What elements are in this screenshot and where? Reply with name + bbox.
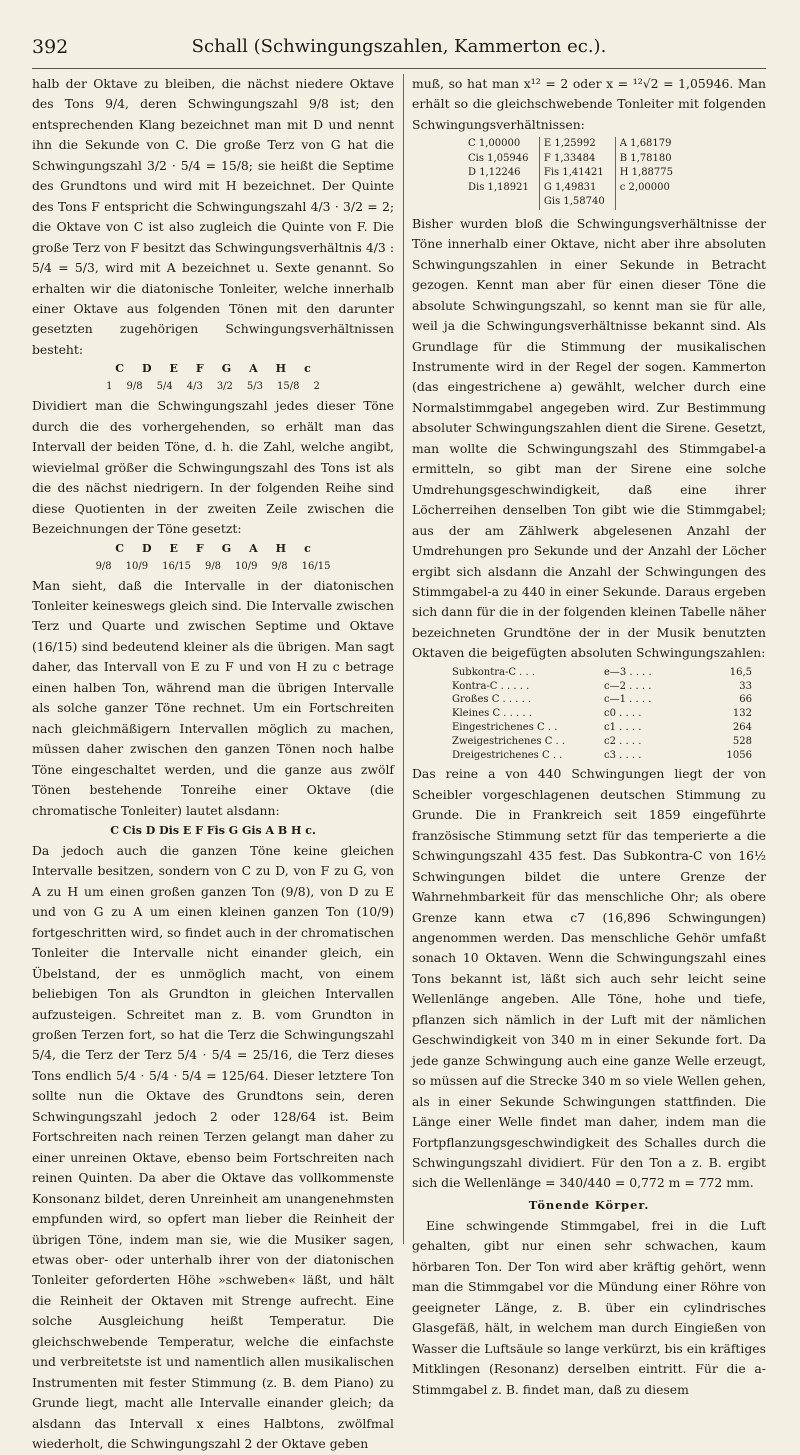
table-cell: H 1,88775 — [615, 166, 683, 181]
table-cell: E 1,25992 — [539, 137, 615, 152]
ratio: 10/9 — [125, 560, 149, 572]
header-rule — [32, 68, 766, 69]
column-divider — [403, 74, 404, 1244]
note: F — [195, 362, 204, 376]
paragraph: Man sieht, daß die Intervalle in der diatonischen Tonleiter keineswegs gleich sind. Die Intervalle zwischen Terz und Quarte und zwischen Septime und Oktave (16/15) sind bedeutend kleiner als die übrigen. Man sagt daher, das Intervall von E zu F und von H zu c betrage einen halben Ton, während man die übrigen Intervalle als solche ganzer Töne rechnet. Um ein Fortschreiten nach gleichmäßigern Intervallen möglich zu machen, müssen daher zwischen den ganzen Tönen noch halbe Töne eingeschaltet werden, und die ganze aus zwölf Tönen bestehende Tonreihe einer Oktave (die chromatische Tonleiter) lautet alsdann: — [32, 577, 394, 818]
page-number: 392 — [32, 36, 69, 58]
table-cell: Kontra-C . . . . . — [452, 680, 530, 692]
paragraph: Dividiert man die Schwingungszahl jedes dieser Töne durch die des vorhergehenden, so erhält man das Intervall der beiden Töne, d. h. die Zahl, welche angibt, wievielmal größer die Schwingungszahl des Tons ist als die des nächst niedrigern. In der folgenden Reihe sind diese Quotienten in der zweiten Zeile zwischen die Bezeichnungen der Töne gesetzt: — [32, 398, 394, 537]
note: c — [304, 362, 311, 376]
ratio: 2 — [313, 381, 320, 393]
diatonic-notes-row — [32, 360, 394, 378]
ratio: 3/2 — [216, 381, 233, 393]
note: c — [304, 541, 311, 555]
table-cell: Subkontra-C . . . — [452, 666, 536, 678]
table-row — [452, 693, 766, 707]
note: E — [169, 541, 178, 555]
table-cell: 528 — [732, 735, 752, 747]
table-cell: e—3 . . . . — [604, 666, 652, 678]
table-cell: c2 . . . . — [604, 735, 642, 747]
table-cell: c1 . . . . — [604, 722, 642, 734]
paragraph: Das reine a von 440 Schwingungen liegt der von Scheibler vorgeschlagenen deutschen Stimmung zu Grunde. Die in Frankreich seit 1859 eingeführte französische Stimmung setzt für das temperierte a die Schwingungszahl 435 fest. Das Subkontra-C von 16½ Schwingungen bildet die untere Grenze der Wahrnehmbarkeit für das menschliche Ohr; als obere Grenze kann etwa c7 (16,896 Schwingungen) angenommen werden. Das menschliche Gehör umfaßt sonach 10 Oktaven. Wenn die Schwingungszahl eines Tons bekannt ist, läßt sich auch sehr leicht seine Wellenlänge angeben. Alle Töne, hohe und tiefe, pflanzen sich nämlich in der Luft mit der nämlichen Geschwindigkeit von 340 m in einer Sekunde fort. Da jede ganze Schwingung auch eine ganze Welle erzeugt, so müssen auf die Strecke 340 m so viele Wellen gehen, als in einer Sekunde Schwingungen stattfinden. Die Länge einer Welle findet man daher, indem man die Fortpflanzungsgeschwindigkeit des Schalles durch die Schwingungszahl dividiert. Für den Ton a z. B. ergibt sich die Wellenlänge = 340/440 = 0,772 m = 772 mm. — [412, 766, 766, 1191]
note: C — [115, 541, 124, 555]
table-cell: Kleines C . . . . . — [452, 708, 532, 720]
note: A — [249, 362, 258, 376]
table-cell: F 1,33484 — [539, 152, 615, 167]
table-row — [464, 195, 683, 210]
table-cell: 264 — [732, 722, 752, 734]
ratio: 9/8 — [204, 560, 222, 572]
table-row — [464, 152, 683, 167]
ratio: 9/8 — [271, 560, 288, 572]
table-row — [464, 166, 683, 181]
table-cell: Dis 1,18921 — [468, 181, 529, 193]
note: G — [221, 541, 232, 555]
table-cell: A 1,68179 — [615, 137, 683, 152]
table-row — [452, 680, 766, 694]
ratio: 4/3 — [186, 381, 203, 393]
ratio: 1 — [106, 381, 113, 393]
running-title: Schall (Schwingungszahlen, Kammerton ec.). — [191, 36, 607, 57]
ratio: 10/9 — [235, 560, 258, 572]
note: G — [221, 362, 232, 376]
section-heading: Tönende Körper. — [528, 1197, 650, 1212]
interval-notes-row — [32, 540, 394, 558]
note: E — [169, 362, 178, 376]
page-header — [32, 36, 766, 64]
ratio: 5/3 — [246, 381, 263, 393]
ratio: 16/15 — [301, 560, 331, 572]
table-row — [452, 749, 766, 763]
note: C — [115, 362, 124, 376]
table-cell: c 2,00000 — [615, 181, 683, 196]
table-cell: c—1 . . . . — [604, 694, 652, 706]
table-cell: Großes C . . . . . — [452, 694, 532, 706]
note: A — [249, 541, 258, 555]
table-row — [452, 735, 766, 749]
paragraph: muß, so hat man x¹² = 2 oder x = ¹²√2 = 1,05946. Man erhält so die gleichschwebende Tonleiter mit folgenden Schwingungsverhältnissen: — [412, 76, 766, 132]
note: H — [275, 541, 287, 555]
octave-table — [452, 666, 766, 763]
table-cell: c—2 . . . . — [604, 680, 652, 692]
note: D — [141, 541, 152, 555]
table-cell — [615, 195, 683, 210]
ratio: 9/8 — [126, 381, 143, 393]
table-cell: G 1,49831 — [539, 181, 615, 196]
table-cell: Cis 1,05946 — [468, 152, 529, 164]
table-cell: D 1,12246 — [468, 167, 521, 179]
table-cell: Dreigestrichenes C . . — [452, 749, 563, 761]
table-cell: Gis 1,58740 — [539, 195, 615, 210]
note: H — [275, 362, 287, 376]
table-row — [452, 707, 766, 721]
paragraph: Bisher wurden bloß die Schwingungsverhältnisse der Töne innerhalb einer Oktave, nicht aber ihre absoluten Schwingungszahlen in einer Sekunde in Betracht gezogen. Kennt man aber für einen dieser Töne die absolute Schwingungszahl, so kennt man sie für alle, weil ja die Schwingungsverhältnisse bekannt sind. Als Grundlage für die Stimmung der musikalischen Instrumente wird in der Regel der sogen. Kammerton (das eingestrichene a) gewählt, welcher durch eine Normalstimmgabel angegeben wird. Zur Bestimmung absoluter Schwingungszahlen dient die Sirene. Gesetzt, man wollte die Schwingungszahl des Stimmgabel-a ermitteln, so gibt man der Sirene eine solche Umdrehungsgeschwindigkeit, daß eine ihrer Löcherreihen denselben Ton gibt wie die Stimmgabel; aus der am Zählwerk abgelesenen Anzahl der Umdrehungen pro Sekunde und der Anzahl der Löcher ergibt sich alsdann die Anzahl der Schwingungen des Stimmgabel-a zu 440 in einer Sekunde. Daraus ergeben sich dann für die in der folgenden kleinen Tabelle näher bezeichneten Grundtöne der in der Musik benutzten Oktaven die beigefügten absoluten Schwingungszahlen: — [412, 215, 766, 661]
table-row — [452, 721, 766, 735]
table-cell: Eingestrichenes C . . — [452, 722, 558, 734]
interval-ratios-row — [32, 558, 394, 576]
equal-temperament-table — [464, 137, 683, 210]
table-row — [464, 181, 683, 196]
table-cell: C 1,00000 — [468, 138, 521, 150]
chromatic-scale: C Cis D Dis E F Fis G Gis A B H c. — [110, 823, 316, 837]
paragraph: halb der Oktave zu bleiben, die nächst niedere Oktave des Tons 9/4, deren Schwingungszahl 9/8 ist; den entsprechenden Klang bezeichnet man mit D und nennt ihn die Sekunde von C. Die große Terz von G hat die Schwingungszahl 3/2 · 5/4 = 15/8; sie heißt die Septime des Grundtons und wird mit H bezeichnet. Der Quinte des Tons F entspricht die Schwingungszahl 4/3 · 3/2 = 2; die Oktave von C ist also zugleich die Quinte von F. Die große Terz von F besitzt das Schwingungsverhältnis 4/3 : 5/4 = 5/3, wird mit A bezeichnet u. Sexte genannt. So erhalten wir die diatonische Tonleiter, welche innerhalb einer Oktave aus folgenden Tönen mit den darunter gesetzten zugehörigen Schwingungsverhältnissen besteht: — [32, 76, 394, 357]
table-cell: Zweigestrichenes C . . — [452, 735, 566, 747]
diatonic-ratios-row — [32, 378, 394, 396]
note: D — [141, 362, 152, 376]
table-cell: 66 — [739, 694, 752, 706]
right-column — [412, 74, 766, 1400]
note: F — [195, 541, 204, 555]
left-column — [32, 74, 394, 1455]
table-row — [452, 666, 766, 680]
ratio: 9/8 — [95, 560, 112, 572]
paragraph: Eine schwingende Stimmgabel, frei in die Luft gehalten, gibt nur einen sehr schwachen, kaum hörbaren Ton. Der Ton wird aber kräftig gehört, wenn man die Stimmgabel vor die Mündung einer Röhre von geeigneter Länge, z. B. über ein cylindrisches Glasgefäß, hält, in welchem man durch Eingießen von Wasser die Luftsäule so lange verkürzt, bis ein kräftiges Mitklingen (Resonanz) derselben eintritt. Für die a-Stimmgabel z. B. findet man, daß zu diesem — [412, 1217, 766, 1397]
table-cell: 1056 — [726, 749, 752, 761]
table-row — [464, 137, 683, 152]
table-cell: B 1,78180 — [615, 152, 683, 167]
table-cell: 33 — [739, 680, 752, 692]
table-cell: 132 — [732, 708, 752, 720]
table-cell: c0 . . . . — [604, 708, 642, 720]
ratio: 5/4 — [156, 381, 173, 393]
table-cell: c3 . . . . — [604, 749, 642, 761]
table-cell — [464, 195, 539, 210]
ratio: 16/15 — [162, 560, 191, 572]
table-cell: 16,5 — [729, 666, 752, 678]
ratio: 15/8 — [277, 381, 300, 393]
table-cell: Fis 1,41421 — [539, 166, 615, 181]
paragraph: Da jedoch auch die ganzen Töne keine gleichen Intervalle besitzen, sondern von C zu D, von F zu G, von A zu H um einen großen ganzen Ton (9/8), von D zu E und von G zu A um einen kleinen ganzen Ton (10/9) fortgeschritten wird, so findet auch in der chromatischen Tonleiter die Intervalle nicht einander gleich, ein Übelstand, der es unmöglich macht, von einem beliebigen Ton als Grundton in gleichen Intervallen aufzusteigen. Schreitet man z. B. vom Grundton in großen Terzen fort, so hat die Terz die Schwingungszahl 5/4, die Terz der Terz 5/4 · 5/4 = 25/16, die Terz dieses Tons endlich 5/4 · 5/4 · 5/4 = 125/64. Dieser letztere Ton sollte nun die Oktave des Grundtons sein, deren Schwingungszahl jedoch 2 oder 128/64 ist. Beim Fortschreiten nach reinen Terzen gelangt man daher zu einer unreinen Oktave, ebenso beim Fortschreiten nach reinen Quinten. Da aber die Oktave das vollkommenste Konsonanz bildet, deren Unreinheit am unangenehmsten empfunden wird, so opfert man lieber die Reinheit der übrigen Töne, indem man sie, wie die Musiker sagen, etwas ober- oder unterhalb ihrer von der diatonischen Tonleiter geforderten Höhe »schweben« läßt, und hält die Reinheit der Oktaven mit Strenge aufrecht. Eine solche Ausgleichung heißt Temperatur. Die gleichschwebende Temperatur, welche die einfachste und verbreitetste ist und namentlich allen musikalischen Instrumenten mit fester Stimmung (z. B. dem Piano) zu Grunde liegt, macht alle Intervalle einander gleich; da alsdann das Intervall x eines Halbtons, zwölfmal wiederholt, die Schwingungszahl 2 der Oktave geben — [32, 842, 394, 1452]
